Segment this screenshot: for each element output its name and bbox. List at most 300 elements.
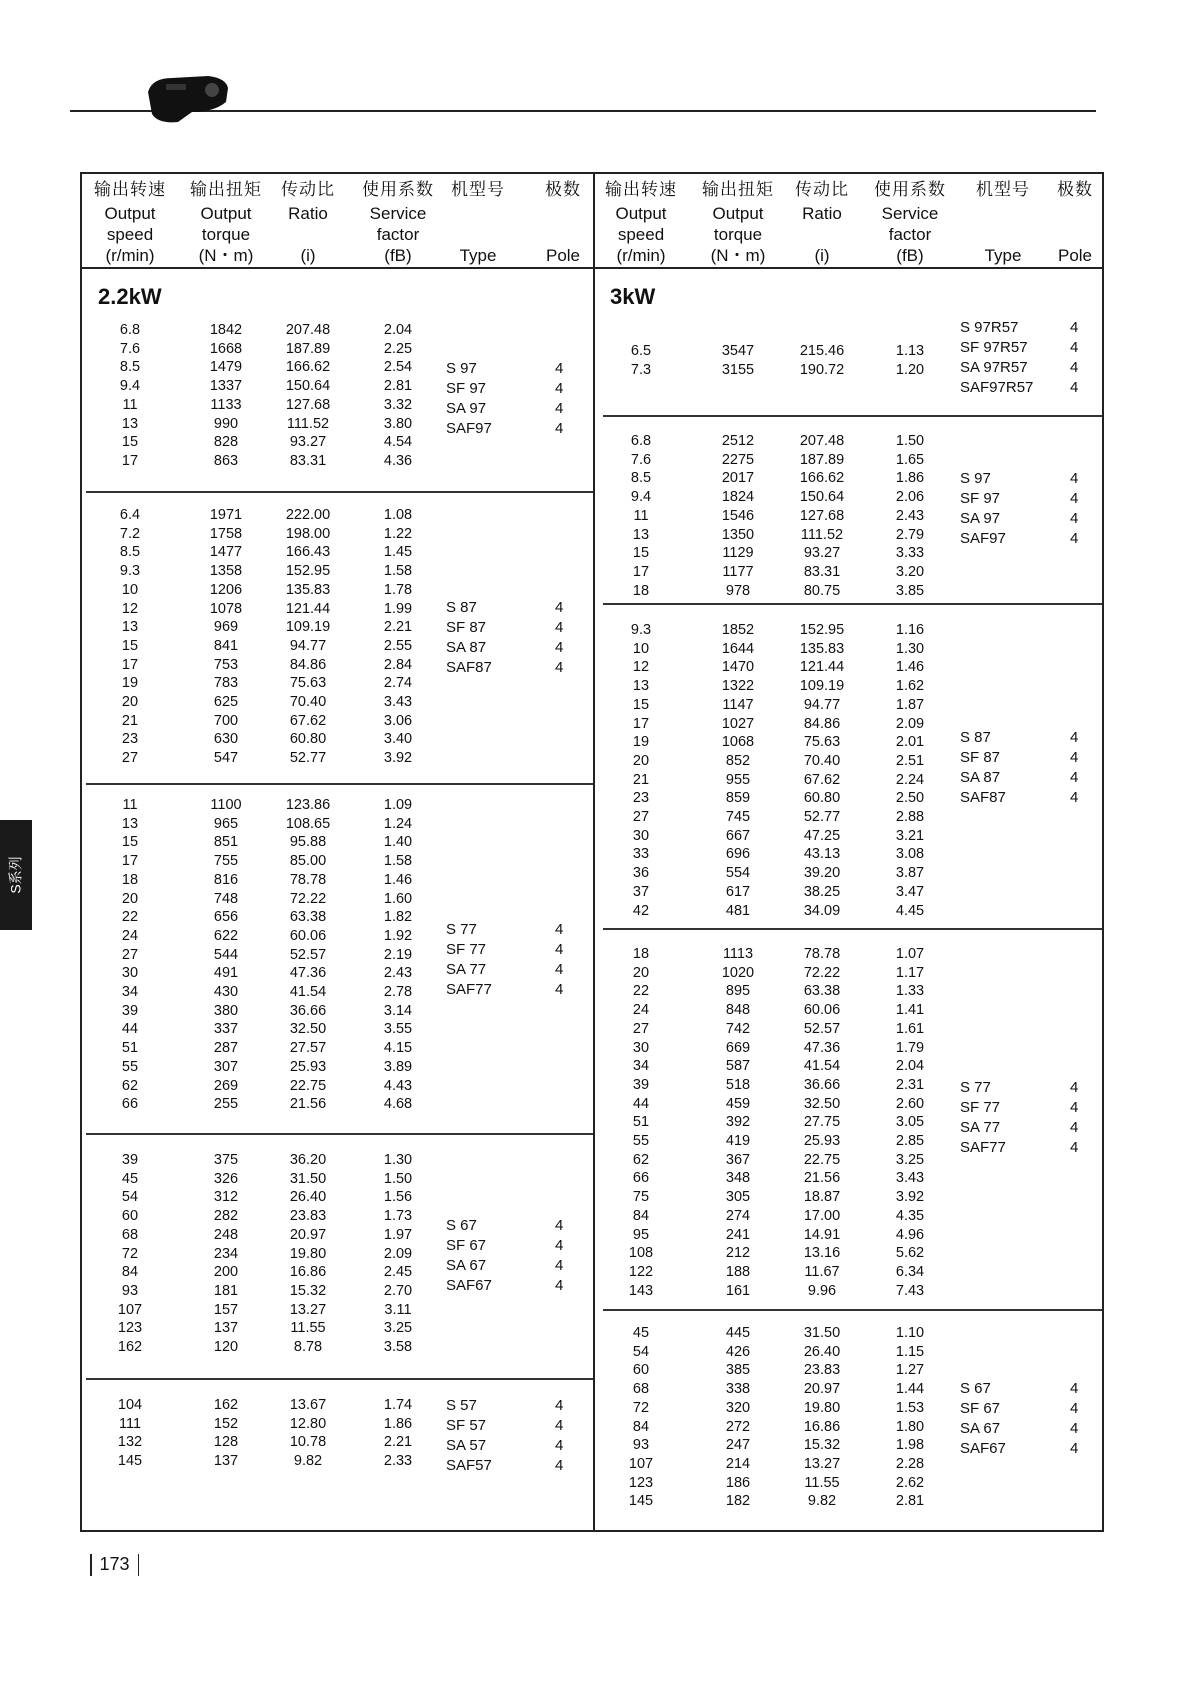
torque-cell: 990 bbox=[213, 415, 239, 432]
service-factor-cell: 4.45 bbox=[895, 902, 925, 919]
speed-cell: 42 bbox=[632, 902, 650, 919]
table-row bbox=[0, 1400, 1192, 1419]
torque-cell: 247 bbox=[725, 1437, 751, 1454]
type-label: SF 97 bbox=[960, 490, 1001, 507]
type-label: SF 97R57 bbox=[960, 339, 1028, 356]
header-en-line: Output bbox=[104, 204, 156, 223]
header-cn: 使用系数 bbox=[362, 180, 434, 200]
ratio-cell: 47.36 bbox=[803, 1039, 841, 1056]
torque-cell: 128 bbox=[213, 1434, 239, 1451]
service-factor-cell: 1.50 bbox=[895, 433, 925, 449]
ratio-cell: 16.86 bbox=[289, 1264, 327, 1281]
speed-cell: 8.5 bbox=[630, 470, 652, 487]
table-row bbox=[0, 583, 1192, 602]
header-en-line: Ratio bbox=[288, 204, 328, 223]
speed-cell: 17 bbox=[121, 656, 139, 673]
service-factor-cell: 2.45 bbox=[383, 1264, 413, 1281]
speed-cell: 44 bbox=[121, 1021, 139, 1038]
speed-cell: 93 bbox=[121, 1282, 139, 1299]
service-factor-cell: 1.87 bbox=[895, 696, 925, 713]
ratio-cell: 38.25 bbox=[803, 883, 841, 900]
table-row bbox=[0, 1189, 1192, 1208]
speed-cell: 143 bbox=[628, 1282, 654, 1299]
speed-cell: 62 bbox=[121, 1077, 139, 1094]
torque-cell: 274 bbox=[725, 1207, 751, 1224]
service-factor-cell: 2.28 bbox=[895, 1455, 925, 1472]
ratio-cell: 109.19 bbox=[799, 678, 845, 695]
speed-cell: 145 bbox=[117, 1453, 143, 1470]
speed-cell: 21 bbox=[121, 712, 139, 729]
speed-cell: 30 bbox=[632, 1039, 650, 1056]
torque-cell: 157 bbox=[213, 1301, 239, 1318]
service-factor-cell: 2.24 bbox=[895, 771, 925, 788]
type-label: SA 67 bbox=[446, 1257, 487, 1274]
table-row bbox=[0, 1456, 1192, 1475]
service-factor-cell: 3.11 bbox=[384, 1301, 412, 1318]
torque-cell: 745 bbox=[725, 809, 751, 825]
pole-value: 4 bbox=[555, 1397, 564, 1414]
speed-cell: 22 bbox=[121, 909, 139, 926]
type-label: S 77 bbox=[446, 921, 477, 938]
header-col-3 bbox=[860, 180, 960, 266]
pole-value: 4 bbox=[555, 1417, 564, 1434]
torque-cell: 282 bbox=[213, 1208, 239, 1225]
table-row bbox=[0, 716, 1192, 735]
torque-cell: 445 bbox=[725, 1325, 751, 1341]
torque-cell: 1133 bbox=[210, 396, 242, 413]
pole-value: 4 bbox=[1070, 510, 1079, 527]
type-label: SAF57 bbox=[446, 1457, 492, 1474]
torque-cell: 1206 bbox=[209, 581, 243, 598]
torque-cell: 348 bbox=[725, 1170, 751, 1187]
speed-cell: 123 bbox=[117, 1320, 143, 1337]
speed-cell: 24 bbox=[121, 927, 139, 944]
ratio-cell: 190.72 bbox=[799, 361, 845, 378]
service-factor-cell: 1.86 bbox=[383, 1415, 413, 1432]
torque-cell: 1027 bbox=[721, 715, 755, 732]
speed-cell: 15 bbox=[121, 834, 139, 851]
ratio-cell: 21.56 bbox=[289, 1096, 327, 1113]
ratio-cell: 72.22 bbox=[289, 890, 327, 907]
speed-cell: 12 bbox=[121, 600, 139, 617]
speed-cell: 20 bbox=[632, 752, 650, 769]
torque-cell: 630 bbox=[213, 731, 239, 748]
service-factor-cell: 1.74 bbox=[383, 1397, 413, 1413]
table-row bbox=[0, 452, 1192, 471]
header-rule bbox=[80, 267, 1104, 269]
pole-value: 4 bbox=[1070, 1380, 1079, 1397]
torque-cell: 669 bbox=[725, 1039, 751, 1056]
torque-cell: 1470 bbox=[721, 659, 755, 676]
service-factor-cell: 2.09 bbox=[383, 1245, 413, 1262]
service-factor-cell: 3.25 bbox=[383, 1320, 413, 1337]
table-row bbox=[0, 1170, 1192, 1189]
ratio-cell: 60.06 bbox=[803, 1002, 841, 1019]
service-factor-cell: 1.60 bbox=[383, 890, 413, 907]
header-en-line bbox=[772, 224, 872, 245]
type-label: SA 97 bbox=[446, 400, 487, 417]
torque-cell: 1824 bbox=[721, 489, 755, 506]
service-factor-cell: 1.16 bbox=[895, 622, 925, 638]
pole-value: 4 bbox=[555, 1237, 564, 1254]
speed-cell: 19 bbox=[121, 675, 139, 692]
ratio-cell: 32.50 bbox=[803, 1095, 841, 1112]
torque-cell: 152 bbox=[213, 1415, 239, 1432]
header-cn: 机型号 bbox=[976, 180, 1030, 200]
speed-cell: 108 bbox=[628, 1245, 654, 1262]
ratio-cell: 152.95 bbox=[285, 563, 331, 580]
ratio-cell: 27.57 bbox=[289, 1040, 327, 1057]
ratio-cell: 127.68 bbox=[285, 396, 331, 413]
service-factor-cell: 2.50 bbox=[895, 790, 925, 807]
torque-cell: 969 bbox=[213, 619, 239, 636]
torque-cell: 380 bbox=[213, 1002, 239, 1019]
ratio-cell: 19.80 bbox=[803, 1399, 841, 1416]
torque-cell: 617 bbox=[725, 883, 751, 900]
torque-cell: 851 bbox=[213, 834, 239, 851]
torque-cell: 481 bbox=[725, 902, 751, 919]
table-row bbox=[0, 928, 1192, 947]
speed-cell: 13 bbox=[121, 815, 139, 832]
service-factor-cell: 2.81 bbox=[895, 1493, 925, 1510]
service-factor-cell: 2.43 bbox=[895, 507, 925, 524]
table-row bbox=[0, 1058, 1192, 1077]
speed-cell: 60 bbox=[632, 1362, 650, 1379]
speed-cell: 39 bbox=[121, 1002, 139, 1019]
group-divider bbox=[603, 415, 1102, 417]
speed-cell: 66 bbox=[632, 1170, 650, 1187]
header-cn: 输出转速 bbox=[94, 180, 166, 200]
service-factor-cell: 1.92 bbox=[383, 927, 413, 944]
header-col-0 bbox=[591, 180, 691, 266]
torque-cell: 3547 bbox=[721, 343, 755, 359]
ratio-cell: 13.16 bbox=[803, 1245, 841, 1262]
header-en-line: Output bbox=[712, 204, 764, 223]
ratio-cell: 111.52 bbox=[800, 526, 844, 543]
torque-cell: 419 bbox=[725, 1133, 751, 1149]
speed-cell: 145 bbox=[628, 1493, 654, 1510]
speed-cell: 84 bbox=[121, 1264, 139, 1281]
torque-cell: 375 bbox=[213, 1152, 239, 1168]
table-row bbox=[0, 1133, 1192, 1152]
ratio-cell: 25.93 bbox=[803, 1133, 841, 1149]
pole-value: 4 bbox=[555, 921, 564, 938]
ratio-cell: 207.48 bbox=[799, 433, 845, 449]
table-row bbox=[0, 865, 1192, 884]
torque-cell: 955 bbox=[725, 771, 751, 788]
type-label: S 57 bbox=[446, 1397, 477, 1414]
header-cn: 机型号 bbox=[451, 180, 505, 200]
speed-cell: 9.4 bbox=[119, 378, 141, 395]
pole-value: 4 bbox=[555, 1437, 564, 1454]
service-factor-cell: 1.07 bbox=[895, 946, 925, 962]
ratio-cell: 52.77 bbox=[289, 750, 327, 767]
header-cn: 传动比 bbox=[795, 180, 849, 200]
torque-cell: 1078 bbox=[209, 600, 243, 617]
service-factor-cell: 1.80 bbox=[895, 1418, 925, 1435]
ratio-cell: 80.75 bbox=[803, 582, 841, 599]
header-en-line: speed bbox=[106, 225, 154, 244]
service-factor-cell: 4.35 bbox=[895, 1207, 925, 1224]
pole-value: 4 bbox=[1070, 490, 1079, 507]
torque-cell: 816 bbox=[213, 871, 239, 888]
table-row bbox=[0, 397, 1192, 416]
service-factor-cell: 2.62 bbox=[895, 1474, 925, 1491]
torque-cell: 491 bbox=[213, 965, 239, 982]
torque-cell: 1100 bbox=[210, 797, 242, 813]
pole-value: 4 bbox=[1070, 729, 1079, 746]
speed-cell: 111 bbox=[118, 1415, 142, 1432]
speed-cell: 13 bbox=[121, 415, 139, 432]
table-row bbox=[0, 1152, 1192, 1171]
header-en-line: Output bbox=[200, 204, 252, 223]
speed-cell: 33 bbox=[632, 846, 650, 863]
service-factor-cell: 1.10 bbox=[895, 1325, 925, 1341]
speed-cell: 132 bbox=[117, 1434, 143, 1451]
service-factor-cell: 1.53 bbox=[895, 1399, 925, 1416]
table-row bbox=[0, 545, 1192, 564]
speed-cell: 23 bbox=[632, 790, 650, 807]
pole-value: 4 bbox=[1070, 319, 1079, 336]
torque-cell: 248 bbox=[213, 1226, 239, 1243]
table-row bbox=[0, 983, 1192, 1002]
table-row bbox=[0, 1114, 1192, 1133]
speed-cell: 30 bbox=[632, 827, 650, 844]
table-row bbox=[0, 641, 1192, 660]
torque-cell: 2512 bbox=[721, 433, 755, 449]
speed-cell: 68 bbox=[632, 1381, 650, 1398]
speed-cell: 20 bbox=[632, 964, 650, 981]
torque-cell: 426 bbox=[725, 1343, 751, 1360]
pole-value: 4 bbox=[1070, 789, 1079, 806]
ratio-cell: 14.91 bbox=[803, 1226, 841, 1243]
torque-cell: 1337 bbox=[209, 378, 243, 395]
speed-cell: 7.6 bbox=[119, 340, 141, 357]
speed-cell: 55 bbox=[632, 1133, 650, 1149]
service-factor-cell: 3.92 bbox=[383, 750, 413, 767]
pole-value: 4 bbox=[555, 659, 564, 676]
speed-cell: 93 bbox=[632, 1437, 650, 1454]
torque-cell: 186 bbox=[725, 1474, 751, 1491]
service-factor-cell: 1.73 bbox=[383, 1208, 413, 1225]
speed-cell: 22 bbox=[632, 983, 650, 1000]
table-row bbox=[0, 1302, 1192, 1321]
type-label: SA 97 bbox=[960, 510, 1001, 527]
speed-cell: 34 bbox=[121, 984, 139, 1000]
header-en-line: Pole bbox=[545, 246, 581, 265]
speed-cell: 27 bbox=[632, 1020, 650, 1037]
torque-cell: 1113 bbox=[722, 946, 754, 962]
service-factor-cell: 2.21 bbox=[383, 1434, 413, 1451]
torque-cell: 1477 bbox=[209, 544, 243, 561]
ratio-cell: 32.50 bbox=[289, 1021, 327, 1038]
torque-cell: 1177 bbox=[722, 563, 754, 580]
service-factor-cell: 2.74 bbox=[383, 675, 413, 692]
torque-cell: 392 bbox=[725, 1114, 751, 1131]
torque-cell: 137 bbox=[213, 1453, 239, 1470]
header-en-line: torque bbox=[713, 225, 763, 244]
speed-cell: 44 bbox=[632, 1095, 650, 1112]
type-label: SF 67 bbox=[446, 1237, 487, 1254]
speed-cell: 51 bbox=[121, 1040, 139, 1057]
ratio-cell: 123.86 bbox=[285, 797, 331, 813]
ratio-cell: 31.50 bbox=[803, 1325, 841, 1341]
section-side-tab: S系列 bbox=[0, 820, 32, 930]
torque-cell: 554 bbox=[725, 865, 751, 882]
service-factor-cell: 2.06 bbox=[895, 489, 925, 506]
table-row bbox=[0, 1381, 1192, 1400]
ratio-cell: 166.62 bbox=[285, 359, 331, 376]
service-factor-cell: 2.09 bbox=[895, 715, 925, 732]
ratio-cell: 75.63 bbox=[803, 734, 841, 751]
service-factor-cell: 1.24 bbox=[383, 815, 413, 832]
header-right bbox=[0, 172, 1192, 267]
pole-value: 4 bbox=[1070, 1420, 1079, 1437]
torque-cell: 1020 bbox=[721, 964, 755, 981]
type-label: SAF97 bbox=[446, 420, 492, 437]
torque-cell: 212 bbox=[725, 1245, 751, 1262]
service-factor-cell: 3.06 bbox=[383, 712, 413, 729]
service-factor-cell: 2.55 bbox=[383, 637, 413, 654]
table-row bbox=[0, 1245, 1192, 1264]
table-row bbox=[0, 1096, 1192, 1115]
ratio-cell: 121.44 bbox=[799, 659, 845, 676]
type-label: S 97 bbox=[960, 470, 991, 487]
speed-cell: 27 bbox=[632, 809, 650, 825]
ratio-cell: 26.40 bbox=[803, 1343, 841, 1360]
torque-cell: 848 bbox=[725, 1002, 751, 1019]
service-factor-cell: 4.96 bbox=[895, 1226, 925, 1243]
header-en-line: Type bbox=[984, 246, 1022, 265]
type-label: S 77 bbox=[960, 1079, 991, 1096]
torque-cell: 1068 bbox=[721, 734, 755, 751]
table-row bbox=[0, 790, 1192, 809]
ratio-cell: 63.38 bbox=[803, 983, 841, 1000]
speed-cell: 11 bbox=[122, 396, 138, 413]
speed-cell: 54 bbox=[121, 1189, 139, 1206]
pole-value: 4 bbox=[555, 360, 564, 377]
type-label: S 87 bbox=[446, 599, 477, 616]
speed-cell: 55 bbox=[121, 1058, 139, 1075]
type-label: SA 97R57 bbox=[960, 359, 1028, 376]
torque-cell: 1350 bbox=[721, 526, 755, 543]
torque-cell: 120 bbox=[213, 1339, 239, 1355]
ratio-cell: 13.27 bbox=[803, 1455, 841, 1472]
service-factor-cell: 1.22 bbox=[383, 525, 413, 542]
service-factor-cell: 1.50 bbox=[383, 1170, 413, 1187]
ratio-cell: 11.67 bbox=[804, 1263, 840, 1280]
speed-cell: 104 bbox=[117, 1397, 143, 1413]
torque-cell: 234 bbox=[213, 1245, 239, 1262]
service-factor-cell: 1.86 bbox=[895, 470, 925, 487]
ratio-cell: 27.75 bbox=[803, 1114, 841, 1131]
service-factor-cell: 3.32 bbox=[383, 396, 413, 413]
service-factor-cell: 1.56 bbox=[383, 1189, 413, 1206]
service-factor-cell: 1.82 bbox=[383, 909, 413, 926]
ratio-cell: 67.62 bbox=[289, 712, 327, 729]
service-factor-cell: 2.70 bbox=[383, 1282, 413, 1299]
ratio-cell: 78.78 bbox=[289, 871, 327, 888]
type-label: S 97R57 bbox=[960, 319, 1019, 336]
torque-cell: 385 bbox=[725, 1362, 751, 1379]
ratio-cell: 78.78 bbox=[803, 946, 841, 962]
type-label: SAF67 bbox=[960, 1440, 1006, 1457]
service-factor-cell: 1.41 bbox=[895, 1002, 925, 1019]
torque-cell: 587 bbox=[725, 1058, 751, 1075]
service-factor-cell: 1.08 bbox=[383, 507, 413, 523]
ratio-cell: 22.75 bbox=[803, 1151, 841, 1168]
table-row bbox=[0, 656, 1192, 678]
ratio-cell: 17.00 bbox=[803, 1207, 841, 1224]
header-cn: 输出扭矩 bbox=[702, 180, 774, 200]
ratio-cell: 20.97 bbox=[803, 1381, 841, 1398]
ratio-cell: 12.80 bbox=[289, 1415, 327, 1432]
speed-cell: 8.5 bbox=[119, 359, 141, 376]
speed-cell: 15 bbox=[632, 545, 650, 562]
torque-cell: 1546 bbox=[721, 507, 755, 524]
header-cn: 极数 bbox=[545, 180, 581, 200]
header-en-line: Output bbox=[615, 204, 667, 223]
header-en-line: Pole bbox=[1057, 246, 1093, 265]
type-label: SAF77 bbox=[446, 981, 492, 998]
speed-cell: 68 bbox=[121, 1226, 139, 1243]
service-factor-cell: 3.08 bbox=[895, 846, 925, 863]
ratio-cell: 63.38 bbox=[289, 909, 327, 926]
ratio-cell: 23.83 bbox=[803, 1362, 841, 1379]
type-label: SAF87 bbox=[960, 789, 1006, 806]
torque-cell: 1322 bbox=[721, 678, 755, 695]
service-factor-cell: 3.14 bbox=[383, 1002, 413, 1019]
pole-value: 4 bbox=[555, 380, 564, 397]
service-factor-cell: 1.58 bbox=[383, 563, 413, 580]
table-row bbox=[0, 1344, 1192, 1363]
type-label: S 67 bbox=[960, 1380, 991, 1397]
speed-cell: 11 bbox=[122, 797, 138, 813]
service-factor-cell: 2.21 bbox=[383, 619, 413, 636]
table-row bbox=[0, 884, 1192, 903]
table-row bbox=[0, 1362, 1192, 1381]
type-label: SAF87 bbox=[446, 659, 492, 676]
torque-cell: 161 bbox=[725, 1282, 751, 1299]
speed-cell: 9.4 bbox=[630, 489, 652, 506]
ratio-cell: 109.19 bbox=[285, 619, 331, 636]
type-label: S 87 bbox=[960, 729, 991, 746]
ratio-cell: 84.86 bbox=[803, 715, 841, 732]
pole-value: 4 bbox=[1070, 1400, 1079, 1417]
service-factor-cell: 3.92 bbox=[895, 1189, 925, 1206]
torque-cell: 305 bbox=[725, 1189, 751, 1206]
speed-cell: 39 bbox=[632, 1076, 650, 1093]
service-factor-cell: 1.45 bbox=[383, 544, 413, 561]
table-row bbox=[0, 1227, 1192, 1246]
torque-cell: 181 bbox=[213, 1282, 239, 1299]
service-factor-cell: 2.78 bbox=[383, 984, 413, 1000]
torque-cell: 965 bbox=[213, 815, 239, 832]
ratio-cell: 166.43 bbox=[285, 544, 331, 561]
ratio-cell: 70.40 bbox=[289, 694, 327, 710]
speed-cell: 7.3 bbox=[630, 361, 652, 378]
speed-cell: 84 bbox=[632, 1207, 650, 1224]
speed-cell: 30 bbox=[121, 965, 139, 982]
type-label: SA 57 bbox=[446, 1437, 487, 1454]
pole-value: 4 bbox=[1070, 359, 1079, 376]
ratio-cell: 23.83 bbox=[289, 1208, 327, 1225]
speed-cell: 21 bbox=[632, 771, 650, 788]
speed-cell: 84 bbox=[632, 1418, 650, 1435]
speed-cell: 60 bbox=[121, 1208, 139, 1225]
table-row bbox=[0, 1325, 1192, 1344]
pole-value: 4 bbox=[555, 1217, 564, 1234]
